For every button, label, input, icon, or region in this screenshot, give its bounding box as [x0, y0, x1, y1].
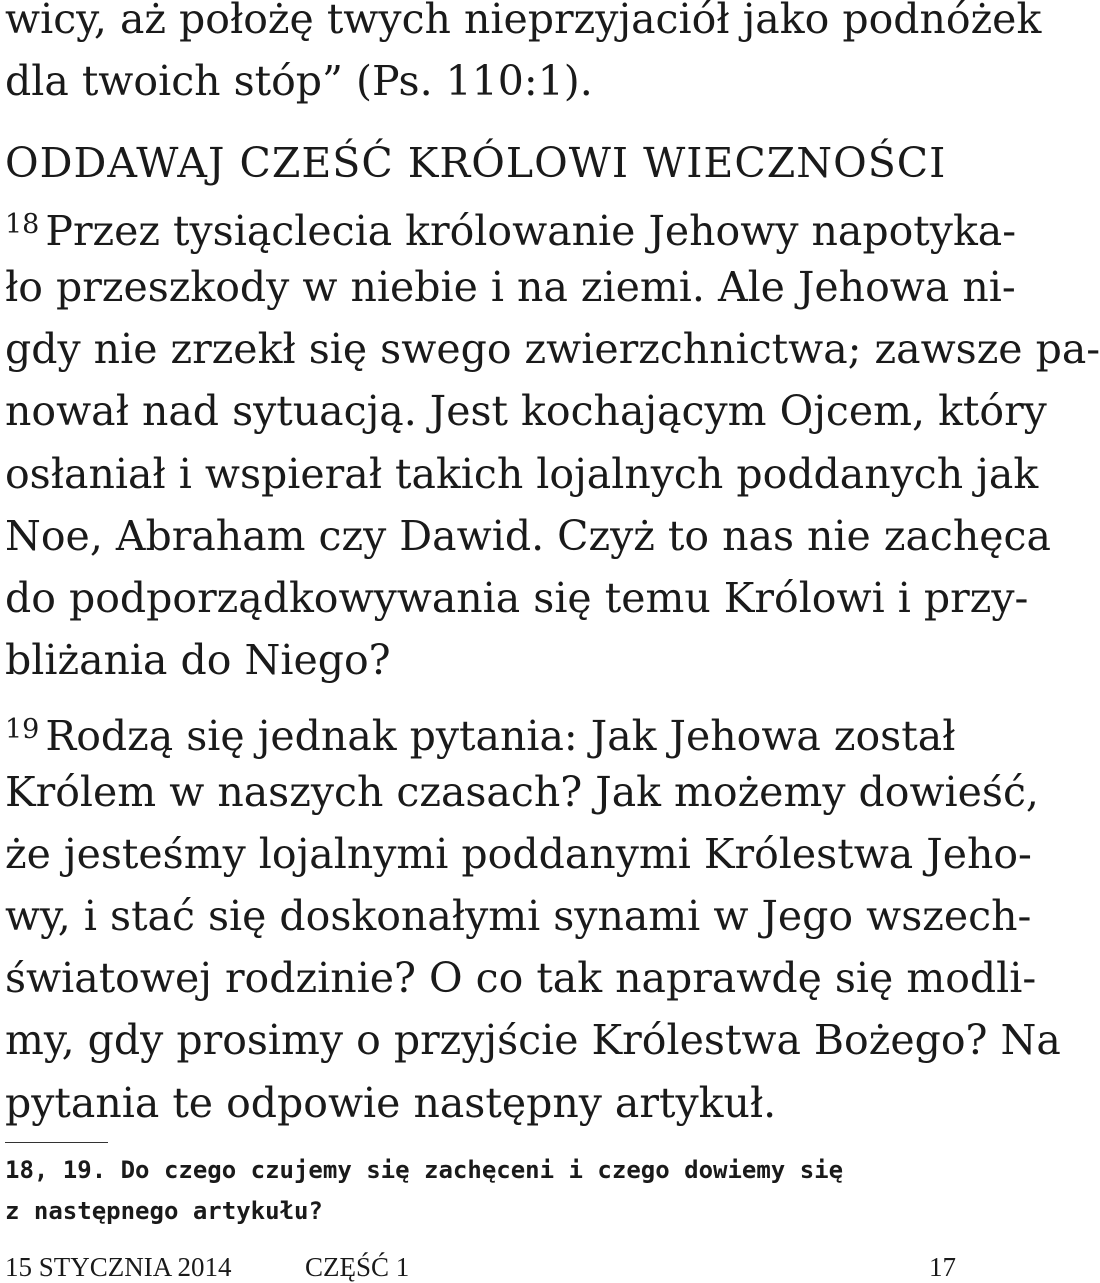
text-line: wicy, aż położę twych nieprzyjaciół jako podnóżek — [5, 0, 1042, 43]
text-line: ło przeszkody w niebie i na ziemi. Ale Jehowa ni- — [5, 263, 1016, 311]
text-line: światowej rodzinie? O co tak naprawdę się modli- — [5, 954, 1037, 1002]
text-line: gdy nie zrzekł się swego zwierzchnictwa; zawsze pa- — [5, 325, 1100, 373]
text-line: dla twoich stóp” (Ps. 110:1). — [5, 57, 593, 105]
text-line: do podporządkowywania się temu Królowi i przy- — [5, 574, 1029, 622]
text-line: osłaniał i wspierał takich lojalnych poddanych jak — [5, 450, 1039, 498]
text-line: nował nad sytuacją. Jest kochającym Ojcem, który — [5, 387, 1047, 435]
text-line: bliżania do Niego? — [5, 636, 391, 684]
text-line: pytania te odpowie następny artykuł. — [5, 1079, 777, 1127]
study-question-line: z następnego artykułu? — [5, 1197, 323, 1225]
paragraph-19-start — [5, 705, 955, 761]
footer-date: 15 STYCZNIA 2014 — [5, 1252, 232, 1282]
footnote-divider — [5, 1142, 108, 1143]
text-line: Przez tysiąclecia królowanie Jehowy napotyka- — [45, 207, 1017, 255]
text-line: Królem w naszych czasach? Jak możemy dowieść, — [5, 768, 1039, 816]
text-line: że jesteśmy lojalnymi poddanymi Królestwa Jeho- — [5, 830, 1032, 878]
text-line: Noe, Abraham czy Dawid. Czyż to nas nie zachęca — [5, 512, 1051, 560]
section-heading: ODDAWAJ CZEŚĆ KRÓLOWI WIECZNOŚCI — [5, 139, 947, 187]
paragraph-number: 18 — [5, 209, 40, 240]
text-line: wy, i stać się doskonałymi synami w Jego wszech- — [5, 892, 1032, 940]
study-question-line: 18, 19. Do czego czujemy się zachęceni i czego dowiemy się — [5, 1156, 844, 1184]
page-number: 17 — [929, 1252, 956, 1282]
text-line: my, gdy prosimy o przyjście Królestwa Bożego? Na — [5, 1016, 1061, 1064]
paragraph-18-start — [5, 200, 1016, 256]
footer-part: CZĘŚĆ 1 — [305, 1252, 410, 1282]
text-line: Rodzą się jednak pytania: Jak Jehowa został — [45, 712, 956, 760]
paragraph-number: 19 — [5, 714, 40, 745]
